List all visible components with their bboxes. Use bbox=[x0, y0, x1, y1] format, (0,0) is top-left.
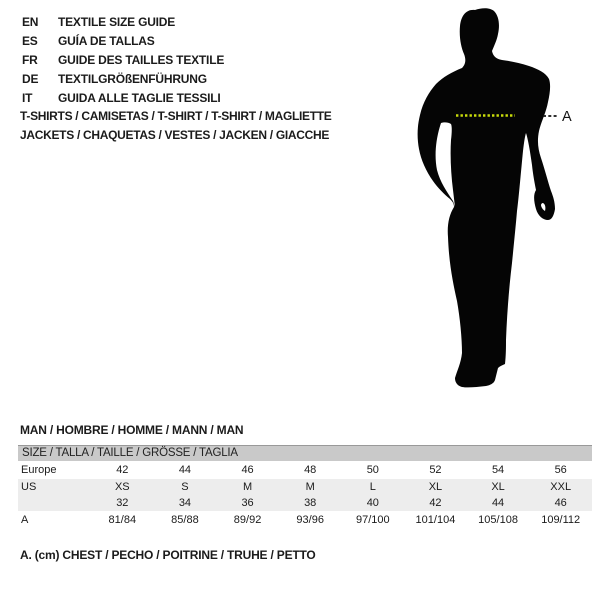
table-row-chest bbox=[18, 511, 592, 529]
category-list bbox=[20, 107, 332, 145]
man-body-shape bbox=[418, 8, 555, 387]
language-title: TEXTILGRÖßENFÜHRUNG bbox=[58, 72, 207, 86]
row-label: A bbox=[21, 514, 29, 526]
size-cell: 85/88 bbox=[171, 514, 199, 526]
size-cell: 105/108 bbox=[478, 514, 518, 526]
size-cell: 42 bbox=[429, 497, 442, 509]
size-cell: 32 bbox=[116, 497, 129, 509]
size-cell: 56 bbox=[554, 464, 567, 476]
size-cell: XXL bbox=[550, 481, 572, 493]
size-cell: 97/100 bbox=[355, 514, 390, 526]
language-title: GUIDE DES TAILLES TEXTILE bbox=[58, 53, 225, 67]
language-title: GUIDA ALLE TAGLIE TESSILI bbox=[58, 91, 221, 105]
language-code: ES bbox=[22, 34, 38, 48]
size-cell: 52 bbox=[429, 464, 442, 476]
size-table bbox=[18, 445, 592, 529]
size-cell: S bbox=[181, 481, 189, 493]
language-code: DE bbox=[22, 72, 39, 86]
language-code: FR bbox=[22, 53, 38, 67]
category-line-jackets: JACKETS / CHAQUETAS / VESTES / JACKEN / GIACCHE bbox=[20, 128, 330, 142]
language-row bbox=[22, 13, 224, 32]
row-label: Europe bbox=[21, 464, 57, 476]
table-row-us-letters bbox=[18, 479, 592, 495]
size-cell: 109/112 bbox=[541, 514, 581, 526]
size-cell: 34 bbox=[178, 497, 192, 509]
language-row bbox=[22, 89, 224, 108]
size-cell: 46 bbox=[241, 464, 254, 476]
size-cell: 44 bbox=[491, 497, 505, 509]
size-cell: M bbox=[305, 481, 315, 493]
size-cell: XL bbox=[428, 481, 443, 493]
language-title: TEXTILE SIZE GUIDE bbox=[58, 15, 176, 29]
measure-label-a: A bbox=[562, 109, 572, 125]
size-cell: XS bbox=[114, 481, 130, 493]
language-row bbox=[22, 32, 224, 51]
row-label: US bbox=[21, 481, 37, 493]
size-cell: 89/92 bbox=[233, 514, 262, 526]
size-cell: M bbox=[242, 481, 253, 493]
language-row bbox=[22, 51, 224, 70]
size-cell: L bbox=[369, 481, 376, 493]
category-line-tshirts: T-SHIRTS / CAMISETAS / T-SHIRT / T-SHIRT / MAGLIETTE bbox=[20, 109, 332, 123]
table-row-us-numeric bbox=[18, 495, 592, 511]
table-header: SIZE / TALLA / TAILLE / GRÖSSE / TAGLIA bbox=[18, 445, 592, 461]
language-row bbox=[22, 70, 224, 89]
size-cell: 81/84 bbox=[108, 514, 137, 526]
language-title: GUÍA DE TALLAS bbox=[58, 34, 155, 48]
section-title: MAN / HOMBRE / HOMME / MANN / MAN bbox=[20, 423, 244, 437]
size-cell: 38 bbox=[304, 497, 317, 509]
size-cell: 46 bbox=[554, 497, 567, 509]
size-cell: 54 bbox=[491, 464, 505, 476]
size-cell: 44 bbox=[178, 464, 192, 476]
language-code: EN bbox=[22, 15, 39, 29]
size-cell: 42 bbox=[116, 464, 129, 476]
size-cell: 36 bbox=[241, 497, 254, 509]
size-cell: 101/104 bbox=[415, 514, 456, 526]
measurement-footnote: A. (cm) CHEST / PECHO / POITRINE / TRUHE / PETTO bbox=[20, 548, 316, 562]
row-label bbox=[18, 495, 91, 511]
size-cell: 40 bbox=[366, 497, 379, 509]
size-cell: 48 bbox=[304, 464, 317, 476]
language-code: IT bbox=[22, 91, 33, 105]
size-cell: 50 bbox=[366, 464, 379, 476]
table-row-europe bbox=[18, 461, 592, 479]
size-cell: XL bbox=[491, 481, 505, 493]
language-list bbox=[22, 13, 224, 108]
size-cell: 93/96 bbox=[296, 514, 324, 526]
man-silhouette bbox=[390, 0, 600, 410]
